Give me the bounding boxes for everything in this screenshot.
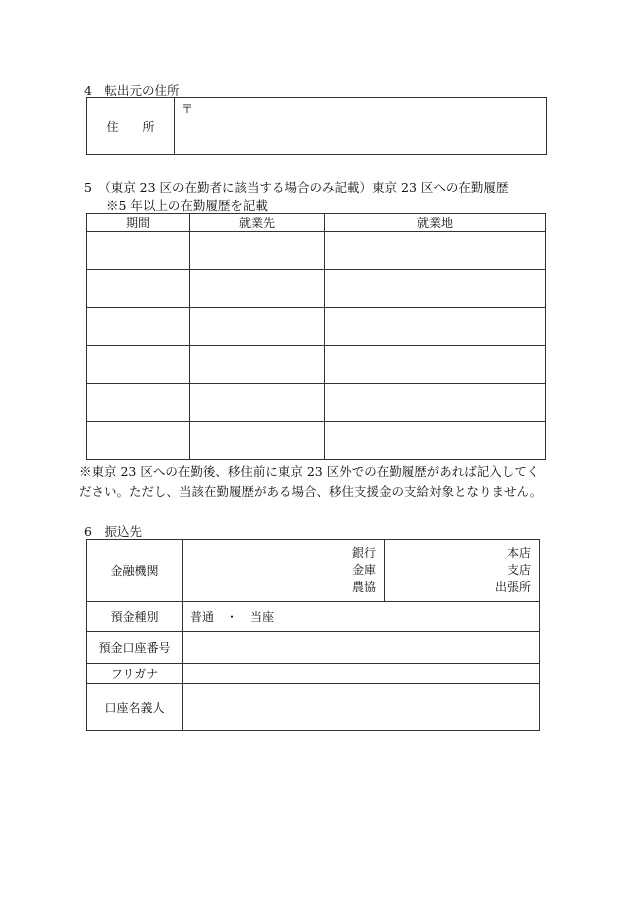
account-type-field[interactable]	[183, 602, 540, 632]
employer-cell[interactable]	[190, 346, 325, 384]
branch-name-field[interactable]	[385, 540, 540, 602]
institution-label: 金融機関	[87, 540, 183, 602]
furigana-field[interactable]	[183, 664, 540, 684]
institution-type-bank: 銀行	[351, 546, 376, 560]
section-5-heading: 5 （東京 23 区の在勤者に該当する場合のみ記載）東京 23 区への在勤履歴	[84, 180, 509, 195]
column-period: 期間	[87, 214, 190, 232]
institution-type-shinkin: 金庫	[351, 563, 376, 577]
bank-transfer-table	[86, 539, 540, 731]
workplace-cell[interactable]	[325, 384, 546, 422]
period-cell[interactable]	[87, 384, 190, 422]
workplace-cell[interactable]	[325, 270, 546, 308]
account-holder-label: 口座名義人	[87, 684, 183, 731]
period-cell[interactable]	[87, 232, 190, 270]
workplace-cell[interactable]	[325, 308, 546, 346]
postal-mark: 〒	[181, 102, 194, 116]
account-type-label: 預金種別	[87, 602, 183, 632]
address-label: 住 所	[87, 98, 175, 155]
period-cell[interactable]	[87, 346, 190, 384]
account-number-field[interactable]	[183, 632, 540, 664]
employer-cell[interactable]	[190, 270, 325, 308]
account-type-options: 普通 ・ 当座	[190, 610, 275, 624]
work-history-note-line2: ださい。ただし、当該在勤履歴がある場合、移住支援金の支給対象となりません。	[79, 484, 543, 499]
work-history-note-line1: ※東京 23 区への在勤後、移住前に東京 23 区外での在勤履歴があれば記入してく	[79, 464, 540, 479]
workplace-cell[interactable]	[325, 346, 546, 384]
furigana-label: フリガナ	[87, 664, 183, 684]
table-row	[87, 422, 546, 460]
institution-type-nokyo: 農協	[351, 580, 376, 594]
employer-cell[interactable]	[190, 422, 325, 460]
section-6-heading: 6 振込先	[84, 524, 142, 539]
branch-type-branch: 支店	[506, 563, 531, 577]
section-4-heading: 4 転出元の住所	[84, 83, 180, 98]
account-number-label: 預金口座番号	[87, 632, 183, 664]
account-holder-field[interactable]	[183, 684, 540, 731]
column-workplace: 就業地	[325, 214, 546, 232]
address-field[interactable]	[175, 98, 547, 155]
institution-name-field[interactable]	[183, 540, 385, 602]
workplace-cell[interactable]	[325, 422, 546, 460]
address-table	[86, 97, 547, 155]
column-employer: 就業先	[190, 214, 325, 232]
period-cell[interactable]	[87, 270, 190, 308]
table-row	[87, 308, 546, 346]
period-cell[interactable]	[87, 308, 190, 346]
table-row	[87, 232, 546, 270]
work-history-table	[86, 213, 546, 460]
section-5-subheading: ※5 年以上の在勤履歴を記載	[106, 198, 268, 213]
table-row	[87, 384, 546, 422]
branch-type-sub-branch: 出張所	[494, 580, 531, 594]
employer-cell[interactable]	[190, 384, 325, 422]
branch-type-head-office: 本店	[506, 546, 531, 560]
period-cell[interactable]	[87, 422, 190, 460]
employer-cell[interactable]	[190, 308, 325, 346]
table-row	[87, 270, 546, 308]
workplace-cell[interactable]	[325, 232, 546, 270]
employer-cell[interactable]	[190, 232, 325, 270]
table-row	[87, 346, 546, 384]
